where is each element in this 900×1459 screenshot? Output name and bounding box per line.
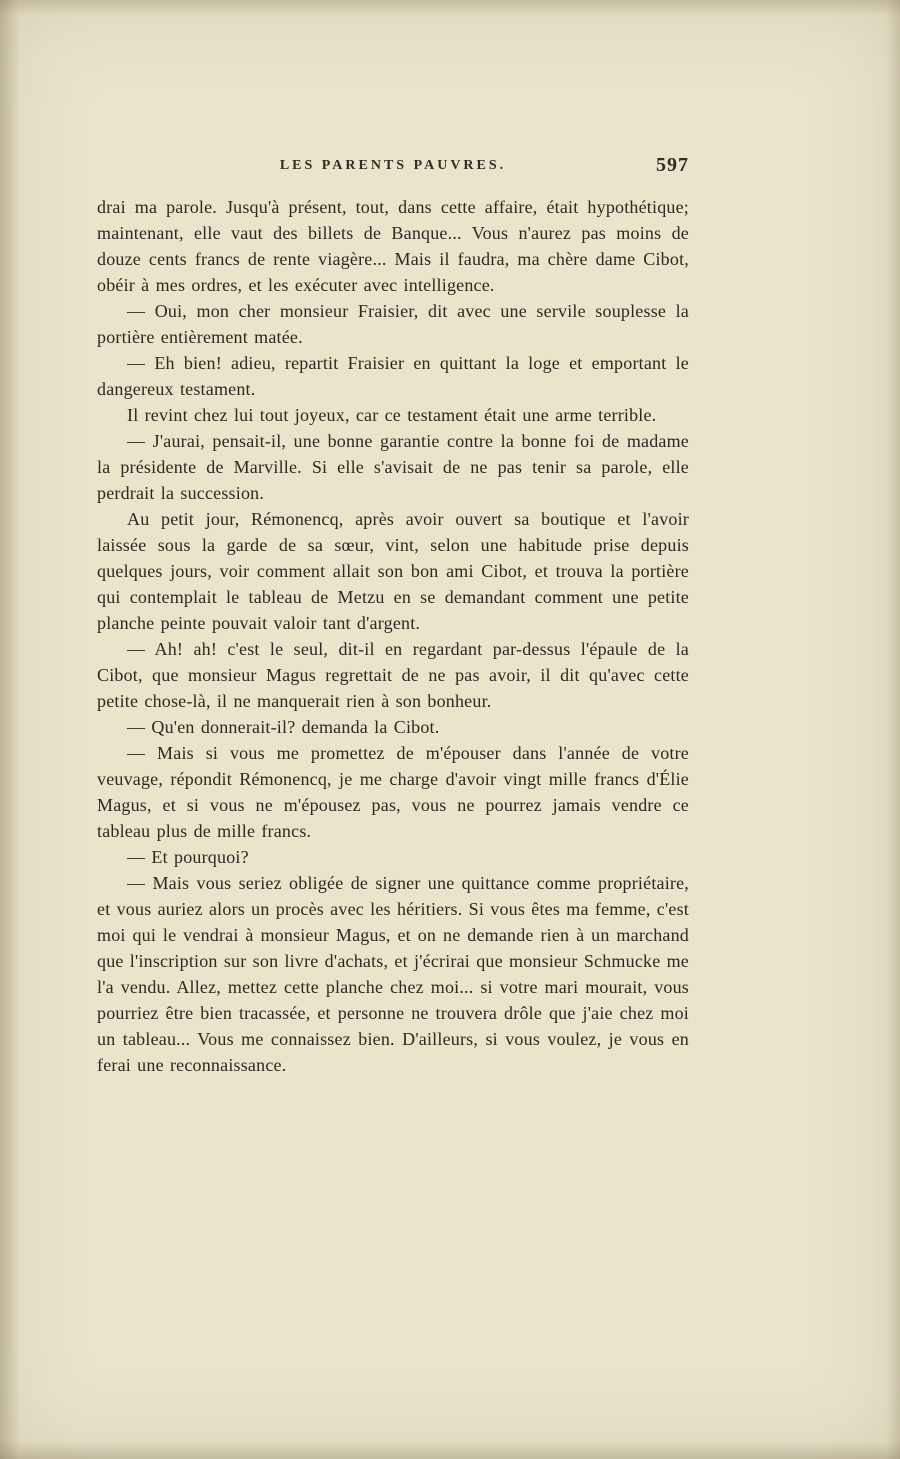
paragraph: drai ma parole. Jusqu'à présent, tout, dans cette affaire, était hypothétique; maintenant, elle vaut des billets de Banque... Vous n'aurez pas moins de douze cents francs de rente viagère... Mais il faudra, ma chère dame Cibot, obéir à mes ordres, et les exécuter avec intelligence.	[97, 197, 689, 295]
paragraph: Il revint chez lui tout joyeux, car ce testament était une arme terrible.	[127, 405, 657, 425]
paragraph: — Et pourquoi?	[127, 847, 249, 867]
paragraph: — Oui, mon cher monsieur Fraisier, dit avec une servile souplesse la portière entièrement matée.	[97, 301, 689, 347]
paragraph: — J'aurai, pensait-il, une bonne garantie contre la bonne foi de madame la présidente de Marville. Si elle s'avisait de ne pas tenir sa parole, elle perdrait la succession.	[97, 431, 689, 503]
running-header	[97, 156, 689, 186]
running-title: LES PARENTS PAUVRES.	[279, 158, 507, 173]
paragraph: — Qu'en donnerait-il? demanda la Cibot.	[127, 717, 440, 737]
paragraph: Au petit jour, Rémonencq, après avoir ouvert sa boutique et l'avoir laissée sous la garde de sa sœur, vint, selon une habitude prise depuis quelques jours, voir comment allait son bon ami Cibot, et trouva la portière qui contemplait le tableau de Metzu en se demandant comment une petite planche peinte pouvait valoir tant d'argent.	[97, 509, 689, 633]
text-block	[97, 156, 689, 1078]
paragraph: — Ah! ah! c'est le seul, dit-il en regardant par-dessus l'épaule de la Cibot, que monsieur Magus regrettait de ne pas avoir, il dit qu'avec cette petite chose-là, il ne manquerait rien à son bonheur.	[97, 639, 689, 711]
paragraph: — Eh bien! adieu, repartit Fraisier en quittant la loge et emportant le dangereux testament.	[97, 353, 689, 399]
paragraph: — Mais vous seriez obligée de signer une quittance comme propriétaire, et vous auriez alors un procès avec les héritiers. Si vous êtes ma femme, c'est moi qui le vendrai à monsieur Magus, et on ne demande rien à un marchand que l'inscription sur son livre d'achats, et j'écrirai que monsieur Schmucke me l'a vendu. Allez, mettez cette planche chez moi... si votre mari mourait, vous pourriez être bien tracassée, et personne ne trouvera drôle que j'aie chez moi un tableau... Vous me connaissez bien. D'ailleurs, si vous voulez, je vous en ferai une reconnaissance.	[97, 873, 689, 1075]
page-number: 597	[656, 154, 689, 176]
body-text	[97, 194, 689, 1078]
paragraph: — Mais si vous me promettez de m'épouser dans l'année de votre veuvage, répondit Rémonencq, je me charge d'avoir vingt mille francs d'Élie Magus, et si vous ne m'épousez pas, vous ne pourrez jamais vendre ce tableau plus de mille francs.	[97, 743, 689, 841]
